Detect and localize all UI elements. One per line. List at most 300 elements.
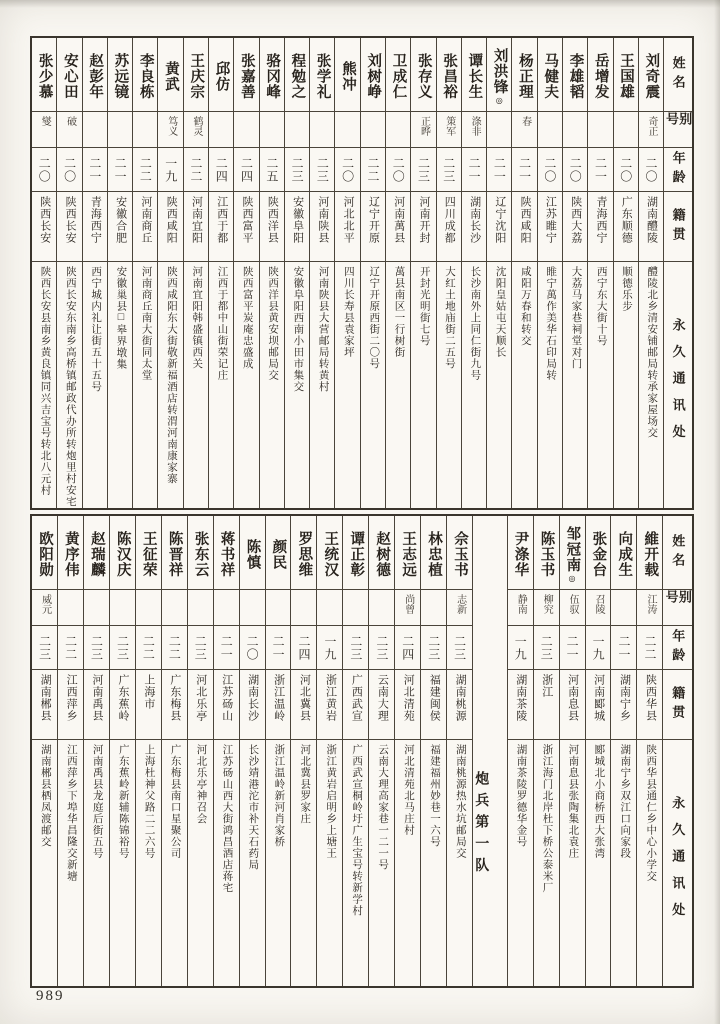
person-column [240,516,266,986]
native-cell [421,670,446,740]
person-address: 辽宁开原西街二〇号 [368,266,380,370]
alias-cell [240,590,265,626]
person-address: 开封光明街七号 [418,266,430,347]
native-cell [133,192,157,262]
person-name: 黄武 [162,60,179,92]
address-cell [508,740,533,986]
header-name: 姓名 [664,38,692,112]
address-cell [411,262,435,508]
age-cell [108,148,132,192]
address-cell [310,262,334,508]
person-name: 王征荣 [140,530,157,578]
address-cell [234,262,258,508]
person-address: 广西武宣桐岭圩广生宝号转新学村 [351,744,363,917]
address-cell [209,262,233,508]
address-cell [611,740,636,986]
person-age: 一九 [322,634,337,661]
name-cell [108,38,132,112]
person-native-place: 湖南郴县 [39,674,52,722]
header-age: 年龄 [663,626,692,670]
native-cell [260,192,284,262]
age-cell [508,626,533,670]
person-age: 二〇 [245,634,260,661]
person-column [639,38,664,508]
native-cell [317,670,342,740]
person-age: 二四 [214,156,229,183]
alias-cell [411,112,435,148]
person-address: 西宁东大街十号 [595,266,607,347]
person-age: 二四 [239,156,254,183]
name-cell [291,516,316,590]
age-cell [291,626,316,670]
person-age: 二三 [426,634,441,661]
person-address: 四川长寿县袁家坪 [342,266,354,358]
person-native-place: 河南萬县 [392,196,405,244]
person-address: 上海杜神父路二二六号 [143,744,155,859]
native-cell [512,192,536,262]
person-age: 一九 [163,156,178,183]
person-address: 河南商丘南大街同太堂 [140,266,152,381]
person-column [335,38,360,508]
alias-cell [588,112,612,148]
person-alias: 尚曾 [402,594,414,614]
address-cell [447,740,472,986]
name-cell [386,38,410,112]
native-cell [588,192,612,262]
native-cell [57,192,81,262]
name-cell [538,38,562,112]
page-number: 989 [36,988,65,1004]
person-native-place: 福建闽侯 [428,674,441,722]
alias-cell [395,590,420,626]
person-column [361,38,386,508]
person-age: 二二 [63,634,78,661]
person-alias: 破 [64,116,76,126]
person-native-place: 安徽阜阳 [291,196,304,244]
person-address: 河南陕县大营邮局转黄村 [317,266,329,393]
row-headers-column [663,516,692,986]
person-alias: 奇正 [646,116,658,136]
person-column [637,516,663,986]
person-alias: 柳究 [541,594,553,614]
age-cell [110,626,135,670]
address-cell [560,740,585,986]
address-cell [291,740,316,986]
address-cell [563,262,587,508]
person-column [563,38,588,508]
person-name: 安心田 [61,52,78,100]
alias-cell [512,112,536,148]
person-column [538,38,563,508]
address-cell [614,262,638,508]
person-name: 林忠植 [426,530,442,578]
person-age: 二二 [642,634,657,661]
person-address: 湖南桃源热水坑邮局交 [454,744,466,859]
address-cell [421,740,446,986]
name-cell [343,516,368,590]
person-column [188,516,214,986]
person-name: 邱仿 [213,60,230,92]
name-cell [84,516,109,590]
person-native-place: 河南禹县 [91,674,104,722]
alias-cell [560,590,585,626]
person-column [447,516,473,986]
age-cell [158,148,182,192]
alias-cell [57,112,81,148]
person-native-place: 陕西咸阳 [519,196,532,244]
person-alias: 伍驭 [567,594,579,614]
header-age: 年龄 [664,148,692,192]
person-column [110,516,136,986]
person-name: 陈晋祥 [166,530,183,578]
native-cell [437,192,461,262]
person-age: 二二 [141,634,156,661]
age-cell [162,626,187,670]
address-cell [538,262,562,508]
alias-cell [563,112,587,148]
alias-cell [361,112,385,148]
age-cell [133,148,157,192]
name-cell [136,516,161,590]
person-alias: 笃义 [165,116,177,136]
native-cell [386,192,410,262]
person-age: 二〇 [37,156,52,183]
name-cell [209,38,233,112]
person-age: 二四 [297,634,312,661]
person-native-place: 江苏砀山 [220,674,233,722]
person-age: 二一 [87,156,102,183]
header-alias: 别号 [664,112,692,148]
address-cell [162,740,187,986]
person-address: 浙江黄岩启明乡上塘王 [325,744,337,859]
address-cell [83,262,107,508]
person-column [588,38,613,508]
alias-cell [447,590,472,626]
person-column [58,516,84,986]
person-name: 岳增发 [592,52,609,100]
alias-cell [639,112,663,148]
person-address: 西宁城内礼让街五十五号 [90,266,102,393]
person-age: 二三 [374,634,389,661]
roster-table-top [30,36,694,510]
native-cell [108,192,132,262]
person-column [508,516,534,986]
person-address: 大红土地庙街二五号 [444,266,456,370]
native-cell [32,192,56,262]
person-column [57,38,82,508]
person-native-place: 河北北平 [342,196,355,244]
native-cell [462,192,486,262]
person-native-place: 青海西宁 [89,196,102,244]
address-cell [637,740,662,986]
person-age: 二三 [115,634,130,661]
person-native-place: 河北乐亭 [194,674,207,722]
person-age: 二〇 [340,156,355,183]
native-cell [162,670,187,740]
address-cell [133,262,157,508]
person-column [411,38,436,508]
person-age: 二〇 [568,156,583,183]
person-name: 李雄韬 [567,52,584,100]
alias-cell [260,112,284,148]
row-headers-column [664,38,692,508]
alias-cell [369,590,394,626]
person-native-place: 江西于都 [215,196,228,244]
person-address: 河南禹县龙庭后街五号 [91,744,103,859]
person-column [162,516,188,986]
person-name: 马健夫 [542,52,559,100]
alias-cell [214,590,239,626]
age-cell [369,626,394,670]
age-cell [639,148,663,192]
native-cell [234,192,258,262]
address-cell [361,262,385,508]
native-cell [84,670,109,740]
person-column [560,516,586,986]
person-age: 二三 [348,634,363,661]
native-cell [343,670,368,740]
alias-cell [462,112,486,148]
address-cell [32,740,57,986]
person-native-place: 陕西长安 [38,196,51,244]
person-address: 江西于都中山街荣记庄 [216,266,228,381]
age-cell [411,148,435,192]
alias-cell [637,590,662,626]
age-cell [32,148,56,192]
person-native-place: 河南宜阳 [190,196,203,244]
person-age: 二一 [617,634,632,661]
age-cell [57,148,81,192]
age-cell [266,626,291,670]
native-cell [508,670,533,740]
name-cell [162,516,187,590]
age-cell [184,148,208,192]
person-address: 大荔马家巷祠堂对门 [570,266,582,370]
age-cell [361,148,385,192]
person-name: 赵彭年 [87,52,104,100]
name-cell [58,516,83,590]
address-cell [260,262,284,508]
person-native-place: 陕西大荔 [569,196,582,244]
native-cell [209,192,233,262]
roster-table-bottom [30,514,694,988]
person-name: 王志远 [400,530,417,578]
person-native-place: 广东梅县 [168,674,181,722]
address-cell [158,262,182,508]
person-age: 二二 [188,156,203,183]
person-age: 二三 [89,634,104,661]
person-column [108,38,133,508]
native-cell [487,192,511,262]
header-native-place: 籍贯 [664,192,692,262]
person-name: 李良栋 [137,52,154,100]
header-native-place: 籍贯 [663,670,692,740]
address-cell [462,262,486,508]
person-age: 二二 [138,156,153,183]
native-cell [586,670,611,740]
address-cell [588,262,612,508]
person-alias: 鹤灵 [190,116,202,136]
person-native-place: 湖南长沙 [246,674,259,722]
person-name: 张嘉善 [238,52,255,100]
person-address: 广东梅县南口星聚公司 [169,744,181,859]
person-name: 蒋书祥 [218,530,235,578]
unit-divider-column [473,516,508,986]
person-column [133,38,158,508]
name-cell [447,516,472,590]
person-age: 二〇 [62,156,77,183]
address-cell [214,740,239,986]
person-column [343,516,369,986]
name-cell [32,516,57,590]
age-cell [447,626,472,670]
alias-cell [285,112,309,148]
person-native-place: 陕西富平 [241,196,254,244]
person-column [209,38,234,508]
native-cell [58,670,83,740]
person-column [32,38,57,508]
person-native-place: 湖南桃源 [454,674,467,722]
person-column [611,516,637,986]
native-cell [411,192,435,262]
person-age: 二一 [113,156,128,183]
alias-cell [614,112,638,148]
name-cell [508,516,533,590]
person-name: 张东云 [192,530,209,578]
person-name: 谭正彰 [348,530,365,578]
person-age: 二三 [441,156,456,183]
name-cell [614,38,638,112]
person-name: 王庆宗 [188,52,205,100]
person-alias: 涤非 [469,116,481,136]
name-cell [369,516,394,590]
person-column [291,516,317,986]
person-native-place: 河南郾城 [592,674,605,722]
person-native-place: 陕西华县 [644,674,657,722]
address-cell [487,262,511,508]
name-cell [560,516,585,590]
person-column [534,516,560,986]
person-name: 谭长生 [466,52,483,100]
name-cell [637,516,662,590]
alias-cell [158,112,182,148]
age-cell [343,626,368,670]
native-cell [266,670,291,740]
person-native-place: 湖南醴陵 [645,196,658,244]
age-cell [563,148,587,192]
person-name: 熊冲 [339,60,356,92]
alias-cell [421,590,446,626]
person-age: 一九 [591,634,606,661]
age-cell [588,148,612,192]
alias-cell [343,590,368,626]
person-address: 湖南宁乡双江口向家段 [619,744,631,859]
age-cell [234,148,258,192]
address-cell [317,740,342,986]
person-address: 咸阳万春和转交 [519,266,531,347]
name-cell [639,38,663,112]
person-address: 萬县南区一行树街 [393,266,405,358]
age-cell [84,626,109,670]
address-cell [240,740,265,986]
person-name: 罗思维 [296,530,313,578]
person-address: 广东蕉岭新辅陈锦裕号 [117,744,129,859]
person-address: 江西萍乡下埠华昌隆交新塘 [65,744,77,882]
person-native-place: 四川成都 [443,196,456,244]
person-address: 睢宁萬作美华石印局转 [545,266,557,381]
age-cell [260,148,284,192]
person-name: 陈玉书 [538,530,555,578]
age-cell [32,626,57,670]
name-cell [335,38,359,112]
person-age: 二三 [539,634,554,661]
person-address: 江苏砀山西大街鸿昌酒店蒋宅 [221,744,233,894]
address-cell [266,740,291,986]
person-name: 刘奇震 [643,52,660,100]
person-column [421,516,447,986]
person-name: 邹冠南 [564,526,581,573]
person-address: 河北乐亭神召会 [195,744,207,825]
person-address: 河北清苑北马庄村 [403,744,415,836]
person-name: 刘树峥 [365,52,382,100]
age-cell [614,148,638,192]
name-cell [285,38,309,112]
person-name: 陈汉庆 [114,530,131,578]
age-cell [83,148,107,192]
name-cell [317,516,342,590]
alias-cell [534,590,559,626]
alias-cell [110,590,135,626]
address-cell [57,262,81,508]
person-name: 赵树德 [374,530,391,578]
native-cell [285,192,309,262]
person-native-place: 湖南宁乡 [618,674,631,722]
person-age: 二一 [271,634,286,661]
age-cell [188,626,213,670]
person-alias: 志新 [454,594,466,614]
person-native-place: 河南息县 [566,674,579,722]
alias-cell [209,112,233,148]
person-address: 顺德乐步 [621,266,632,312]
age-cell [310,148,334,192]
annotation-mark: ◎ [495,95,503,105]
person-address: 长沙南外上同仁街九号 [469,266,481,381]
address-cell [395,740,420,986]
address-cell [108,262,132,508]
age-cell [487,148,511,192]
person-column [462,38,487,508]
address-cell [110,740,135,986]
header-permanent-address: 永久通讯处 [670,318,686,452]
native-cell [83,192,107,262]
alias-cell [32,590,57,626]
person-native-place: 广东蕉岭 [116,674,129,722]
header-alias: 别号 [663,590,692,626]
person-column [184,38,209,508]
person-alias: 策军 [443,116,455,136]
name-cell [260,38,284,112]
person-native-place: 辽宁开原 [367,196,380,244]
person-native-place: 河北清苑 [402,674,415,722]
person-column [512,38,537,508]
person-alias: 威元 [39,594,51,614]
person-alias: 燮 [39,116,51,126]
person-column [395,516,421,986]
person-age: 二三 [315,156,330,183]
person-column [83,38,108,508]
person-native-place: 陕西咸阳 [165,196,178,244]
person-address: 郾城北小商桥西大张湾 [593,744,605,859]
